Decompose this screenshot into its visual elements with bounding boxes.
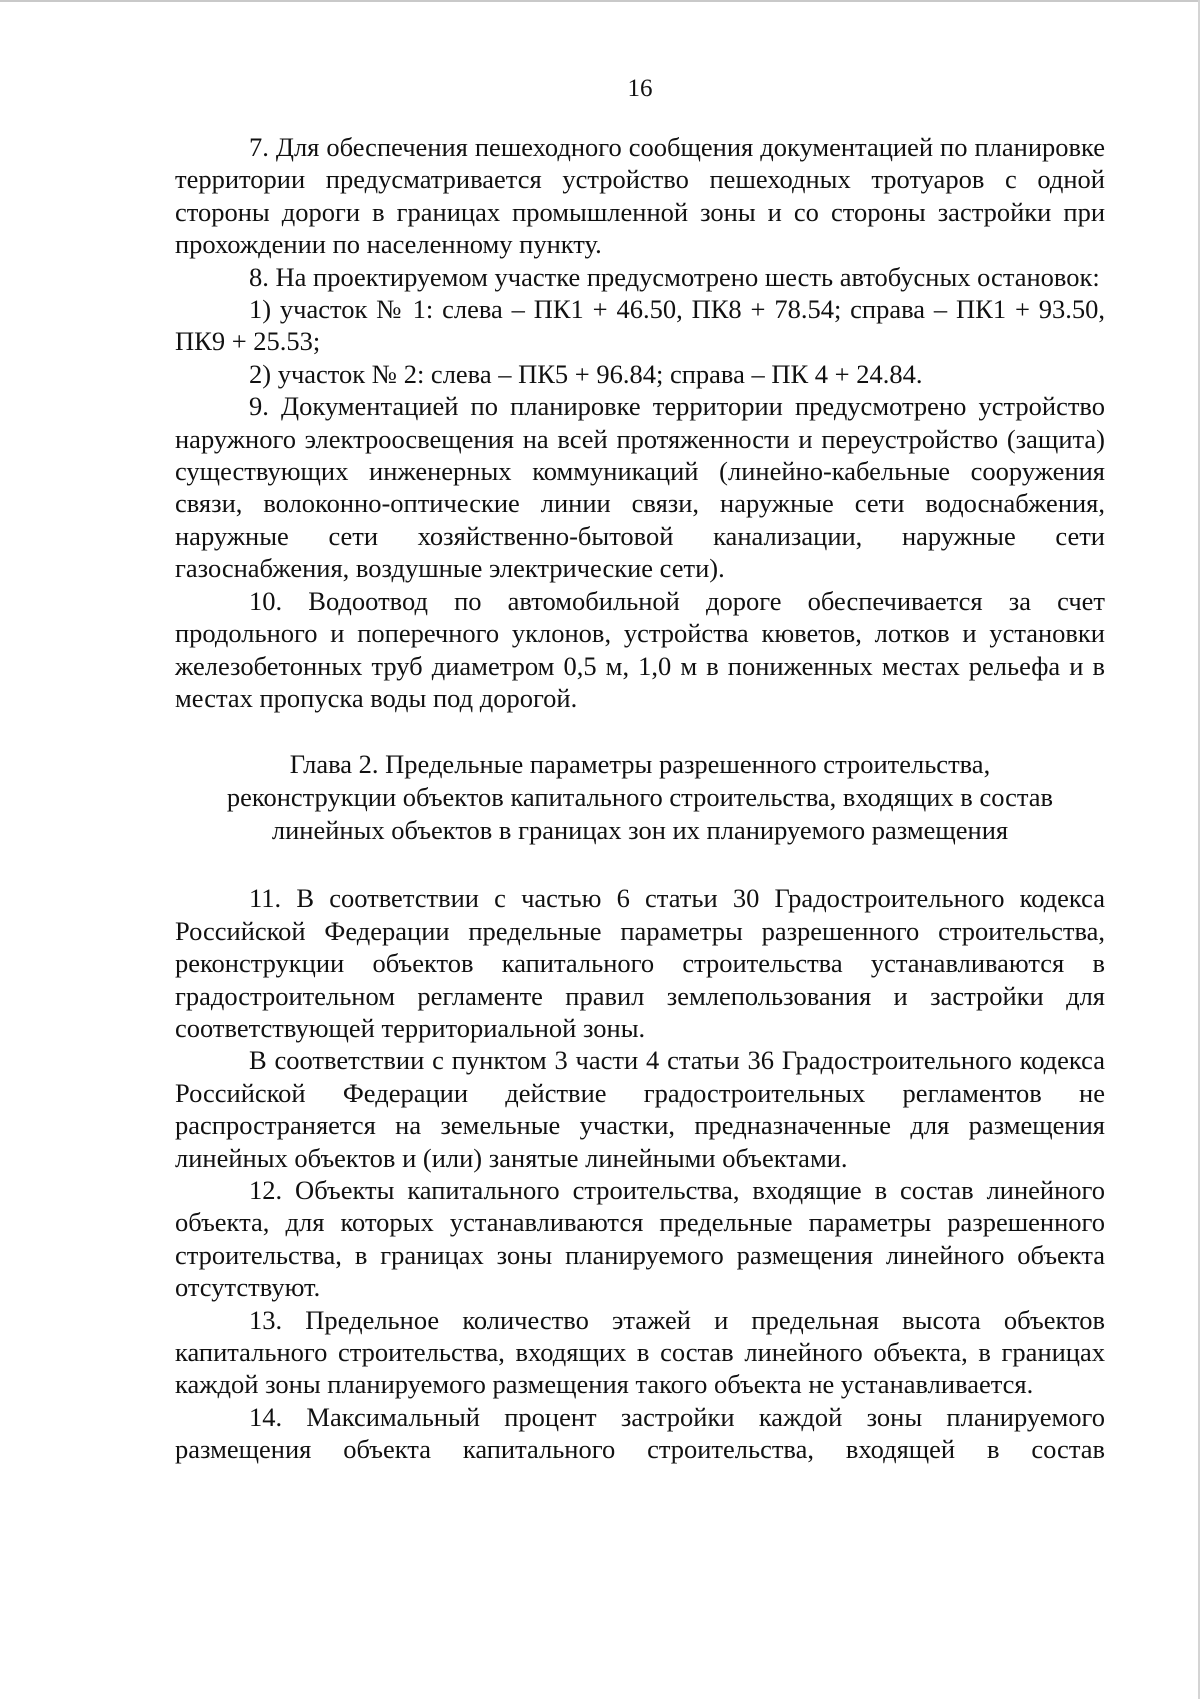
paragraph-7: 7. Для обеспечения пешеходного сообщения документацией по планировке территории предусматривается устройство пешеходных тротуаров с одной стороны дороги в границах промышленной зоны и со стороны застройки при прохождении по населенному пункту. xyxy=(175,132,1105,260)
paragraph-14: 14. Максимальный процент застройки каждой зоны планируемого размещения объекта капитального строительства, входящей в состав xyxy=(175,1401,1105,1465)
chapter-title-line-1: Глава 2. Предельные параметры разрешенного строительства, xyxy=(289,749,991,780)
document-body xyxy=(175,131,1105,1466)
paragraph-11-continuation: В соответствии с пунктом 3 части 4 статьи 36 Градостроительного кодекса Российской Федерации действие градостроительных регламентов не распространяется на земельные участки, предназначенные для размещения линейных объектов и (или) занятые линейными объектами. xyxy=(175,1045,1105,1173)
paragraph-12: 12. Объекты капитального строительства, входящие в состав линейного объекта, для которых устанавливаются предельные параметры разрешенного строительства, в границах зоны планируемого размещения линейного объекта отсутствуют. xyxy=(175,1174,1105,1303)
scan-edge-top xyxy=(0,0,1200,2)
page-number: 16 xyxy=(627,75,653,102)
chapter-title xyxy=(175,748,1105,847)
paragraph-8-item-2: 2) участок № 2: слева – ПК5 + 96.84; справа – ПК 4 + 24.84. xyxy=(249,358,923,389)
paragraph-8: 8. На проектируемом участке предусмотрено шесть автобусных остановок: xyxy=(249,261,1100,292)
chapter-title-line-3: линейных объектов в границах зон их планируемого размещения xyxy=(271,815,1009,846)
paragraph-9: 9. Документацией по планировке территории предусмотрено устройство наружного электроосвещения на всей протяженности и переустройство (защита) существующих инженерных коммуникаций (линейно-кабельные сооружения связи, волоконно-оптические линии связи, наружные сети водоснабжения, наружные сети хозяйственно-бытовой канализации, наружные сети газоснабжения, воздушные электрические сети). xyxy=(175,391,1105,584)
paragraph-11: 11. В соответствии с частью 6 статьи 30 Градостроительного кодекса Российской Федерации предельные параметры разрешенного строительства, реконструкции объектов капитального строительства устанавливаются в градостроительном регламенте правил землепользования и застройки для соответствующей территориальной зоны. xyxy=(175,883,1105,1043)
paragraph-10: 10. Водоотвод по автомобильной дороге обеспечивается за счет продольного и поперечного уклонов, устройства кюветов, лотков и установки железобетонных труб диаметром 0,5 м, 1,0 м в пониженных местах рельефа и в местах пропуска воды под дорогой. xyxy=(175,585,1105,713)
paragraph-13: 13. Предельное количество этажей и предельная высота объектов капитального строительства, входящих в состав линейного объекта, в границах каждой зоны планируемого размещения такого объекта не устанавливается. xyxy=(175,1304,1105,1400)
chapter-title-line-2: реконструкции объектов капитального строительства, входящих в состав xyxy=(226,782,1054,813)
paragraph-8-item-1: 1) участок № 1: слева – ПК1 + 46.50, ПК8 + 78.54; справа – ПК1 + 93.50, ПК9 + 25.53; xyxy=(175,294,1105,357)
